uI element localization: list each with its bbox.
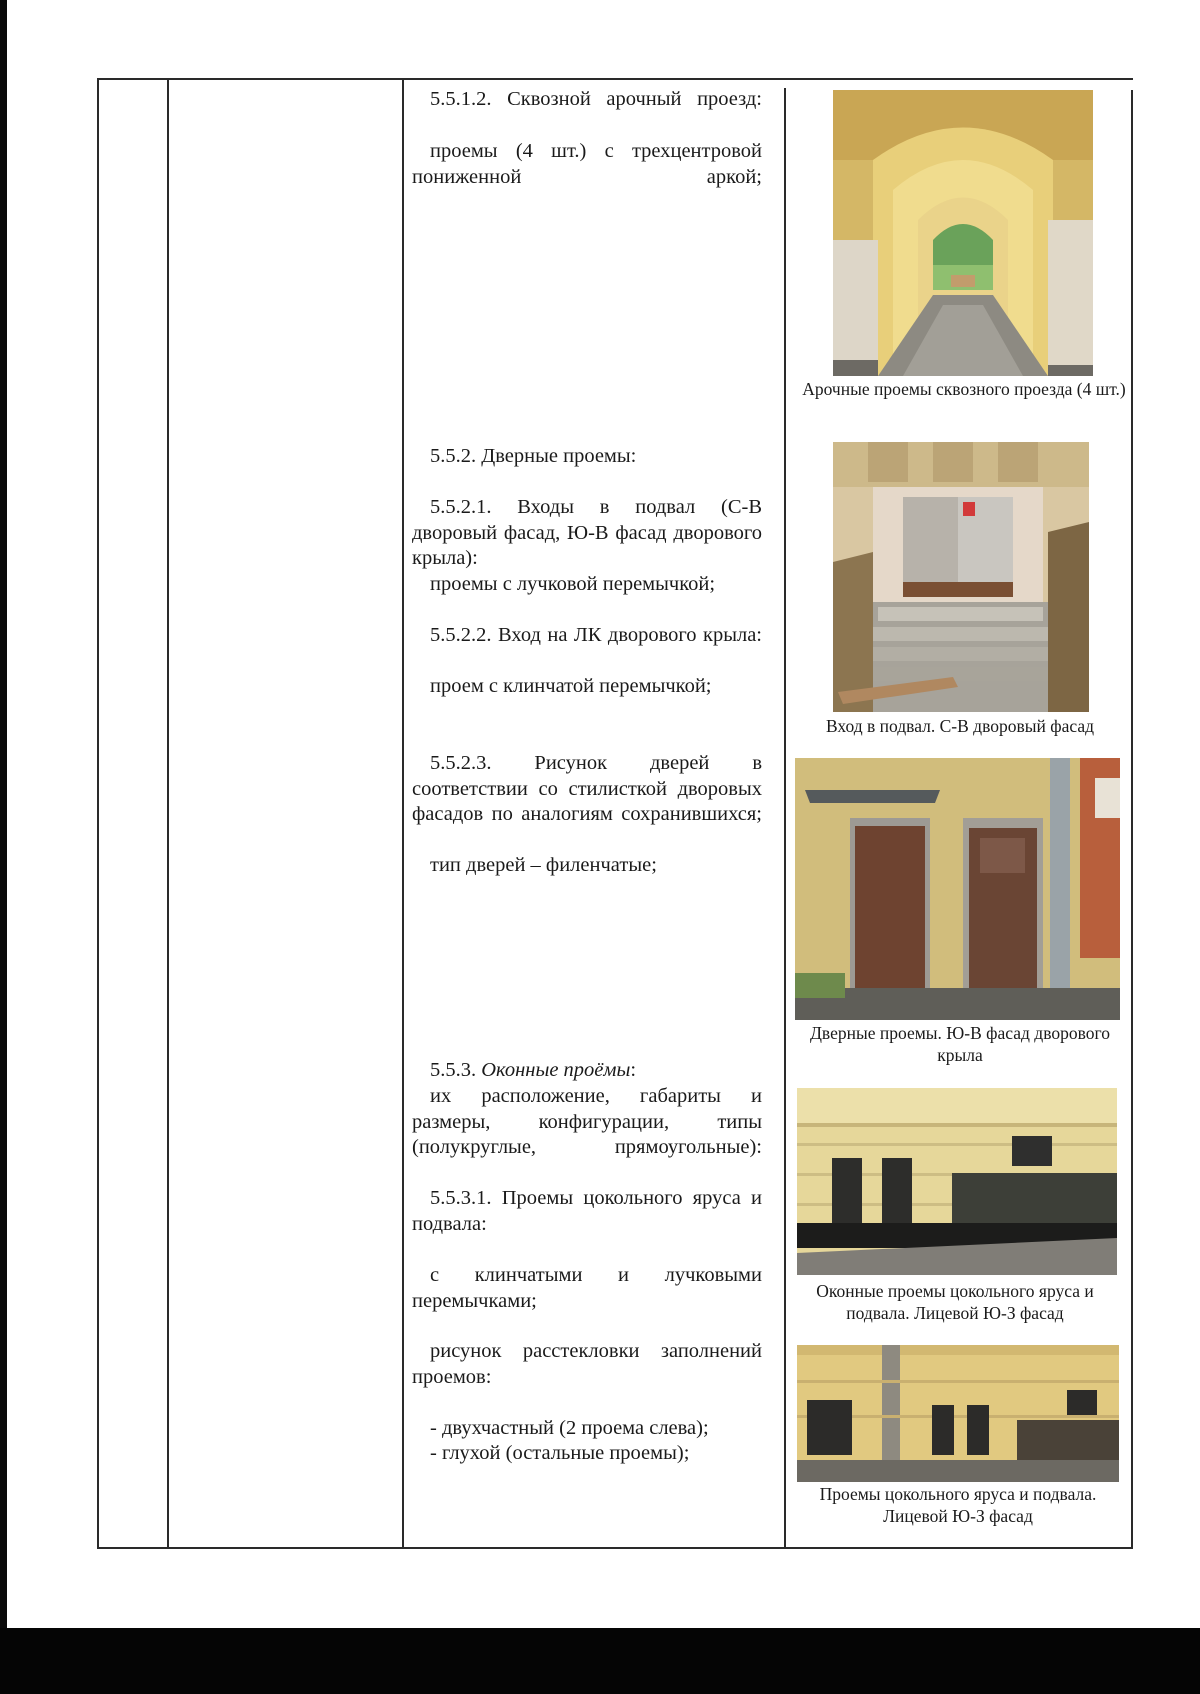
item-glazing-blind: - глухой (остальные проемы); [430, 1442, 690, 1464]
photo-doors [795, 758, 1120, 1020]
item-5-5-3-number: 5.5.3. [430, 1059, 477, 1081]
item-5-5-3-1-title: 5.5.3.1. Проемы цокольного яруса и подвала: [412, 1187, 762, 1235]
item-5-5-2-1-title: 5.5.2.1. Входы в подвал (С-В дворовый фасад, Ю-В фасад дворового крыла): [412, 496, 762, 569]
item-glazing-two-part: - двухчастный (2 проема слева); [430, 1417, 709, 1439]
table-col-rule-2 [167, 78, 169, 1548]
table-col-rule-5 [1131, 90, 1133, 1548]
photo-basement-entrance [833, 442, 1089, 712]
item-5-5-3-colon: : [630, 1059, 637, 1081]
caption-basement-entrance: Вход в подвал. С-В дворовый фасад [825, 716, 1094, 736]
table-col-rule-3 [402, 78, 404, 1548]
scan-edge-left [0, 0, 7, 1694]
item-glazing: рисунок расстекловки заполнений проемов: [412, 1340, 762, 1388]
caption-basement-windows: Оконные проемы цокольного яруса и подвала. Лицевой Ю-З фасад [816, 1281, 1094, 1323]
caption-basement-openings: Проемы цокольного яруса и подвала. Лицевой Ю-З фасад [819, 1484, 1097, 1526]
item-5-5-3-title [412, 1058, 762, 1084]
table-col-rule-4 [784, 88, 786, 1548]
table-col-rule-1 [97, 78, 99, 1548]
item-5-5-2-2-title: 5.5.2.2. Вход на ЛК дворового крыла: [430, 624, 762, 646]
photo-basement-openings [797, 1345, 1119, 1482]
item-5-5-3-body: их расположение, габариты и размеры, конфигурации, типы (полукруглые, прямоугольные): [412, 1085, 762, 1158]
item-lintels: с клинчатыми и лучковыми перемычками; [412, 1264, 762, 1312]
item-5-5-2-title: 5.5.2. Дверные проемы: [430, 445, 637, 467]
item-5-5-2-3-title: 5.5.2.3. Рисунок дверей в соответствии со стилисткой дворовых фасадов по аналогиям сохранившихся; [412, 752, 762, 825]
item-5-5-2-1-body: проемы с лучковой перемычкой; [430, 573, 716, 595]
item-5-5-3-italic: Оконные проёмы [481, 1059, 631, 1081]
caption-arched-passage: Арочные проемы сквозного проезда (4 шт.) [802, 379, 1126, 399]
item-5-5-1-2-body: проемы (4 шт.) с трехцентровой пониженной аркой; [412, 140, 762, 188]
scan-bottom-edge [0, 1628, 1200, 1694]
photo-arched-passage [833, 90, 1093, 376]
table-bottom-rule [97, 1547, 1133, 1549]
caption-doors: Дверные проемы. Ю-В фасад дворового крыла [810, 1023, 1110, 1065]
item-5-5-2-2-body: проем с клинчатой перемычкой; [430, 675, 712, 697]
item-5-5-1-2-title: 5.5.1.2. Сквозной арочный проезд: [430, 88, 762, 110]
photo-basement-windows [797, 1088, 1117, 1275]
table-top-rule [97, 78, 1133, 80]
item-5-5-2-3-body: тип дверей – филенчатые; [430, 854, 657, 876]
